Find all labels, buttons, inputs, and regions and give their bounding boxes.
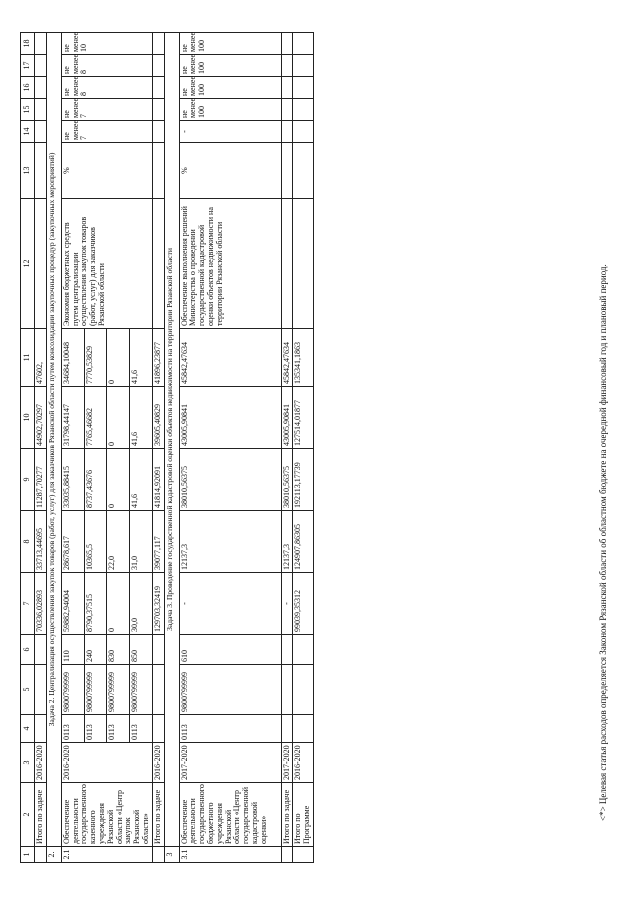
value-cell: 38010,56375 [281, 449, 293, 511]
section-title: Задача 2. Централизация осуществления закупок товаров (работ, услуг) для заказчиков Рязанской области путем консолидации закупочных процедур (закупочных мероприятий) [46, 33, 61, 847]
target-cell: не менее 100 [179, 55, 281, 77]
code-cell: 9800799999 [84, 665, 107, 715]
header-cell: 12 [21, 199, 35, 329]
value-cell: 41,6 [130, 387, 153, 449]
header-cell: 11 [21, 329, 35, 387]
value-cell: 41,6 [130, 329, 153, 387]
code-cell: 9800799999 [179, 665, 281, 715]
section-title: Задача 3. Проведение государственной кадастровой оценки объектов недвижимости на территории Рязанской области [164, 33, 179, 847]
value-cell: 127514,01877 [293, 387, 314, 449]
code-cell: 0113 [84, 715, 107, 743]
value-cell: 43005,90841 [281, 387, 293, 449]
target-cell: не менее 100 [179, 77, 281, 99]
value-cell: 59882,94004 [61, 573, 84, 635]
header-cell: 4 [21, 715, 35, 743]
value-cell: 22,0 [107, 511, 130, 573]
code-cell: 0113 [61, 715, 84, 743]
header-cell: 10 [21, 387, 35, 449]
value-cell: 129703,32419 [152, 573, 164, 635]
target-cell: не менее 100 [179, 99, 281, 121]
header-cell: 9 [21, 449, 35, 511]
target-cell: не менее 8 [61, 55, 152, 77]
row-period: 2016-2020 [35, 743, 47, 783]
target-cell: - [179, 121, 281, 143]
indicator-text: Экономия бюджетных средств путем централизации осуществления закупок товаров (работ, услуг) для заказчиков Рязанской области [61, 199, 152, 329]
value-cell: 99039,35312 [293, 573, 314, 635]
value-cell: 39605,40829 [152, 387, 164, 449]
program-table [20, 32, 314, 863]
header-cell: 14 [21, 121, 35, 143]
value-cell: 41814,92091 [152, 449, 164, 511]
target-cell: не менее 10 [61, 33, 152, 55]
target-cell: не менее 7 [61, 99, 152, 121]
value-cell: 41896,23877 [152, 329, 164, 387]
code-cell: 830 [107, 635, 130, 665]
code-cell: 850 [130, 635, 153, 665]
value-cell: 8790,37515 [84, 573, 107, 635]
unit-cell: % [179, 143, 281, 199]
code-cell: 0113 [130, 715, 153, 743]
value-cell: 8737,43676 [84, 449, 107, 511]
value-cell: 38010,56375 [179, 449, 281, 511]
code-cell: 0113 [107, 715, 130, 743]
header-cell: 8 [21, 511, 35, 573]
value-cell: 192113,17739 [293, 449, 314, 511]
value-cell: 11287,70277 [35, 449, 47, 511]
value-cell: 39077,117 [152, 511, 164, 573]
value-cell: 12137,3 [179, 511, 281, 573]
table-row [35, 33, 47, 863]
table-row [152, 33, 164, 863]
item-name: Обеспечение деятельности государственного казенного учреждения Рязанской области «Центр закупок Рязанской области» [61, 783, 152, 847]
value-cell: 44902,70297 [35, 387, 47, 449]
value-cell: 7770,53829 [84, 329, 107, 387]
header-cell: 6 [21, 635, 35, 665]
target-cell: не менее 100 [179, 33, 281, 55]
value-cell: 0 [107, 449, 130, 511]
header-cell: 17 [21, 55, 35, 77]
header-cell: 15 [21, 99, 35, 121]
value-cell: 12137,3 [281, 511, 293, 573]
value-cell: - [281, 573, 293, 635]
value-cell: 28678,617 [61, 511, 84, 573]
header-cell: 5 [21, 665, 35, 715]
value-cell: 124907,86305 [293, 511, 314, 573]
value-cell: 43005,90841 [179, 387, 281, 449]
value-cell: 7765,46682 [84, 387, 107, 449]
value-cell: 33035,88415 [61, 449, 84, 511]
item-period: 2016-2020 [61, 743, 152, 783]
indicator-text: Обеспечение выполнения решений Министерства о проведении государственной кадастровой оценки объектов недвижимости на территории Рязанской области [179, 199, 281, 329]
value-cell: 0 [107, 387, 130, 449]
header-cell: 2 [21, 783, 35, 847]
header-cell: 1 [21, 847, 35, 863]
value-cell: 34684,10048 [61, 329, 84, 387]
row-period: 2017-2020 [281, 743, 293, 783]
section-title-row [46, 33, 61, 863]
value-cell: 33713,44695 [35, 511, 47, 573]
header-cell: 16 [21, 77, 35, 99]
value-cell: 41,6 [130, 449, 153, 511]
table-row [179, 33, 281, 863]
value-cell: 10365,5 [84, 511, 107, 573]
code-cell: 610 [179, 635, 281, 665]
table-row [281, 33, 293, 863]
header-cell: 13 [21, 143, 35, 199]
item-name: Обеспечение деятельности государственного бюджетного учреждения Рязанской области «Центр государственной кадастровой оценки» [179, 783, 281, 847]
value-cell: 135341,1863 [293, 329, 314, 387]
header-cell: 7 [21, 573, 35, 635]
table-row [61, 33, 84, 863]
item-number: 2.1 [61, 847, 152, 863]
row-label: Итого по задаче [281, 783, 293, 847]
footnote: <*> Целевая статья расходов определяется Законом Рязанской области об областном бюджете на очередной финансовый год и плановый период. [598, 264, 608, 821]
section-number: 2. [46, 847, 61, 863]
row-label: Итого по задаче [152, 783, 164, 847]
section-title-row [164, 33, 179, 863]
value-cell: 30,0 [130, 573, 153, 635]
value-cell: 47602, [35, 329, 47, 387]
code-cell: 9800799999 [61, 665, 84, 715]
item-number: 3.1 [179, 847, 281, 863]
code-cell: 9800799999 [107, 665, 130, 715]
value-cell: 70336,02893 [35, 573, 47, 635]
header-number-row [21, 33, 35, 863]
unit-cell: % [61, 143, 152, 199]
code-cell: 9800799999 [130, 665, 153, 715]
section-number: 3 [164, 847, 179, 863]
code-cell: 240 [84, 635, 107, 665]
row-label: Итого по задаче [35, 783, 47, 847]
header-cell: 3 [21, 743, 35, 783]
value-cell: 31798,44147 [61, 387, 84, 449]
item-period: 2017-2020 [179, 743, 281, 783]
row-period: 2016-2020 [152, 743, 164, 783]
value-cell: 0 [107, 573, 130, 635]
value-cell: 0 [107, 329, 130, 387]
row-period: 2016-2020 [293, 743, 314, 783]
code-cell: 0113 [179, 715, 281, 743]
header-cell: 18 [21, 33, 35, 55]
target-cell: не менее 7 [61, 121, 152, 143]
value-cell: 31,0 [130, 511, 153, 573]
row-label: Итого по Программе [293, 783, 314, 847]
code-cell: 110 [61, 635, 84, 665]
value-cell: 45842,47634 [281, 329, 293, 387]
table-row [293, 33, 314, 863]
value-cell: 45842,47634 [179, 329, 281, 387]
value-cell: - [179, 573, 281, 635]
target-cell: не менее 8 [61, 77, 152, 99]
